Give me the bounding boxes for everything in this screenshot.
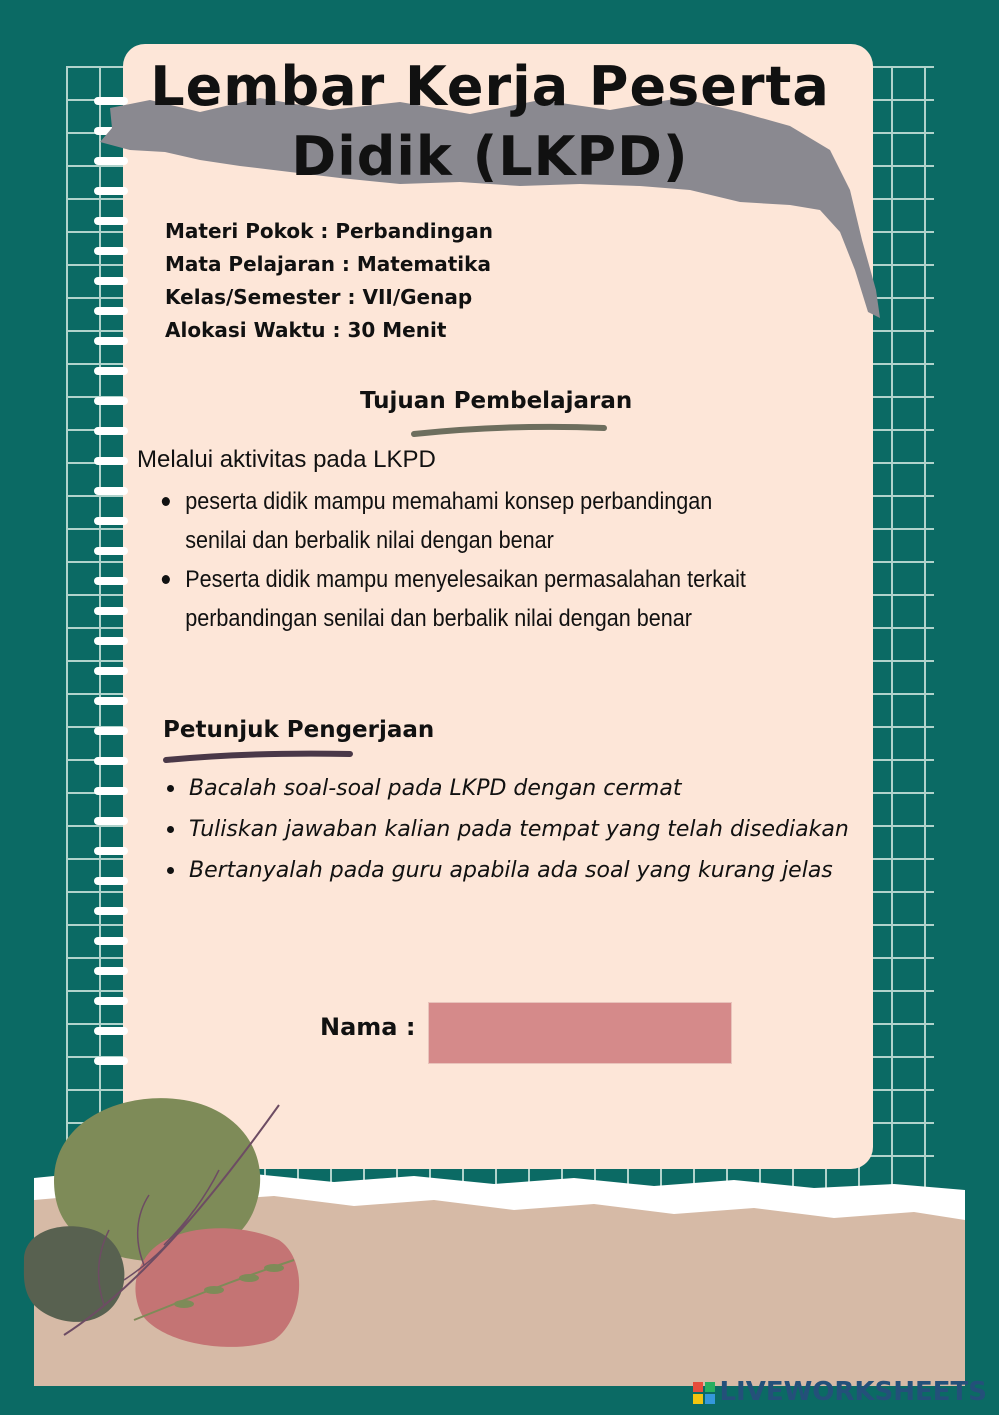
info-subject: Mata Pelajaran : Matematika bbox=[165, 252, 491, 276]
spiral-tab bbox=[94, 847, 128, 855]
name-label: Nama : bbox=[320, 1013, 416, 1041]
spiral-tab bbox=[94, 967, 128, 975]
list-item: Tuliskan jawaban kalian pada tempat yang telah disediakan bbox=[165, 809, 875, 850]
spiral-tab bbox=[94, 727, 128, 735]
spiral-tab bbox=[94, 877, 128, 885]
liveworksheets-logo-icon bbox=[693, 1382, 715, 1404]
spiral-tab bbox=[94, 427, 128, 435]
spiral-tab bbox=[94, 1057, 128, 1065]
heading-underline bbox=[410, 420, 610, 440]
list-item: Bertanyalah pada guru apabila ada soal yang kurang jelas bbox=[165, 850, 875, 891]
spiral-tab bbox=[94, 1027, 128, 1035]
title-line-2: Didik (LKPD) bbox=[291, 125, 689, 188]
list-item: Peserta didik mampu menyelesaikan permasalahan terkait perbandingan senilai dan berbalik nilai dengan benar bbox=[160, 560, 754, 638]
info-topic: Materi Pokok : Perbandingan bbox=[165, 219, 493, 243]
title-line-1: Lembar Kerja Peserta bbox=[150, 55, 830, 118]
spiral-tab bbox=[94, 367, 128, 375]
liveworksheets-watermark bbox=[693, 1377, 987, 1407]
spiral-tab bbox=[94, 607, 128, 615]
directions-list bbox=[165, 768, 875, 891]
spiral-tab bbox=[94, 577, 128, 585]
spiral-tab bbox=[94, 697, 128, 705]
info-time: Alokasi Waktu : 30 Menit bbox=[165, 318, 447, 342]
objectives-heading: Tujuan Pembelajaran bbox=[360, 388, 633, 414]
directions-heading: Petunjuk Pengerjaan bbox=[163, 717, 435, 743]
spiral-tab bbox=[94, 817, 128, 825]
page-title bbox=[150, 52, 830, 192]
list-item: Bacalah soal-soal pada LKPD dengan cermat bbox=[165, 768, 875, 809]
spiral-tab bbox=[94, 757, 128, 765]
spiral-tab bbox=[94, 517, 128, 525]
list-item: peserta didik mampu memahami konsep perbandingan senilai dan berbalik nilai dengan benar bbox=[160, 482, 754, 560]
plant-illustration bbox=[14, 1090, 314, 1350]
spiral-tab bbox=[94, 997, 128, 1005]
spiral-tab bbox=[94, 397, 128, 405]
objectives-list bbox=[160, 482, 754, 638]
spiral-tab bbox=[94, 907, 128, 915]
watermark-text: LIVEWORKSHEETS bbox=[719, 1377, 987, 1407]
heading-underline bbox=[160, 748, 360, 768]
spiral-tab bbox=[94, 667, 128, 675]
spiral-tab bbox=[94, 937, 128, 945]
spiral-tab bbox=[94, 547, 128, 555]
spiral-tab bbox=[94, 787, 128, 795]
info-class: Kelas/Semester : VII/Genap bbox=[165, 285, 473, 309]
lesson-info bbox=[165, 215, 493, 347]
spiral-tab bbox=[94, 637, 128, 645]
spiral-tab bbox=[94, 457, 128, 465]
name-input[interactable] bbox=[428, 1002, 732, 1064]
spiral-tab bbox=[94, 487, 128, 495]
objectives-intro: Melalui aktivitas pada LKPD bbox=[137, 446, 436, 473]
